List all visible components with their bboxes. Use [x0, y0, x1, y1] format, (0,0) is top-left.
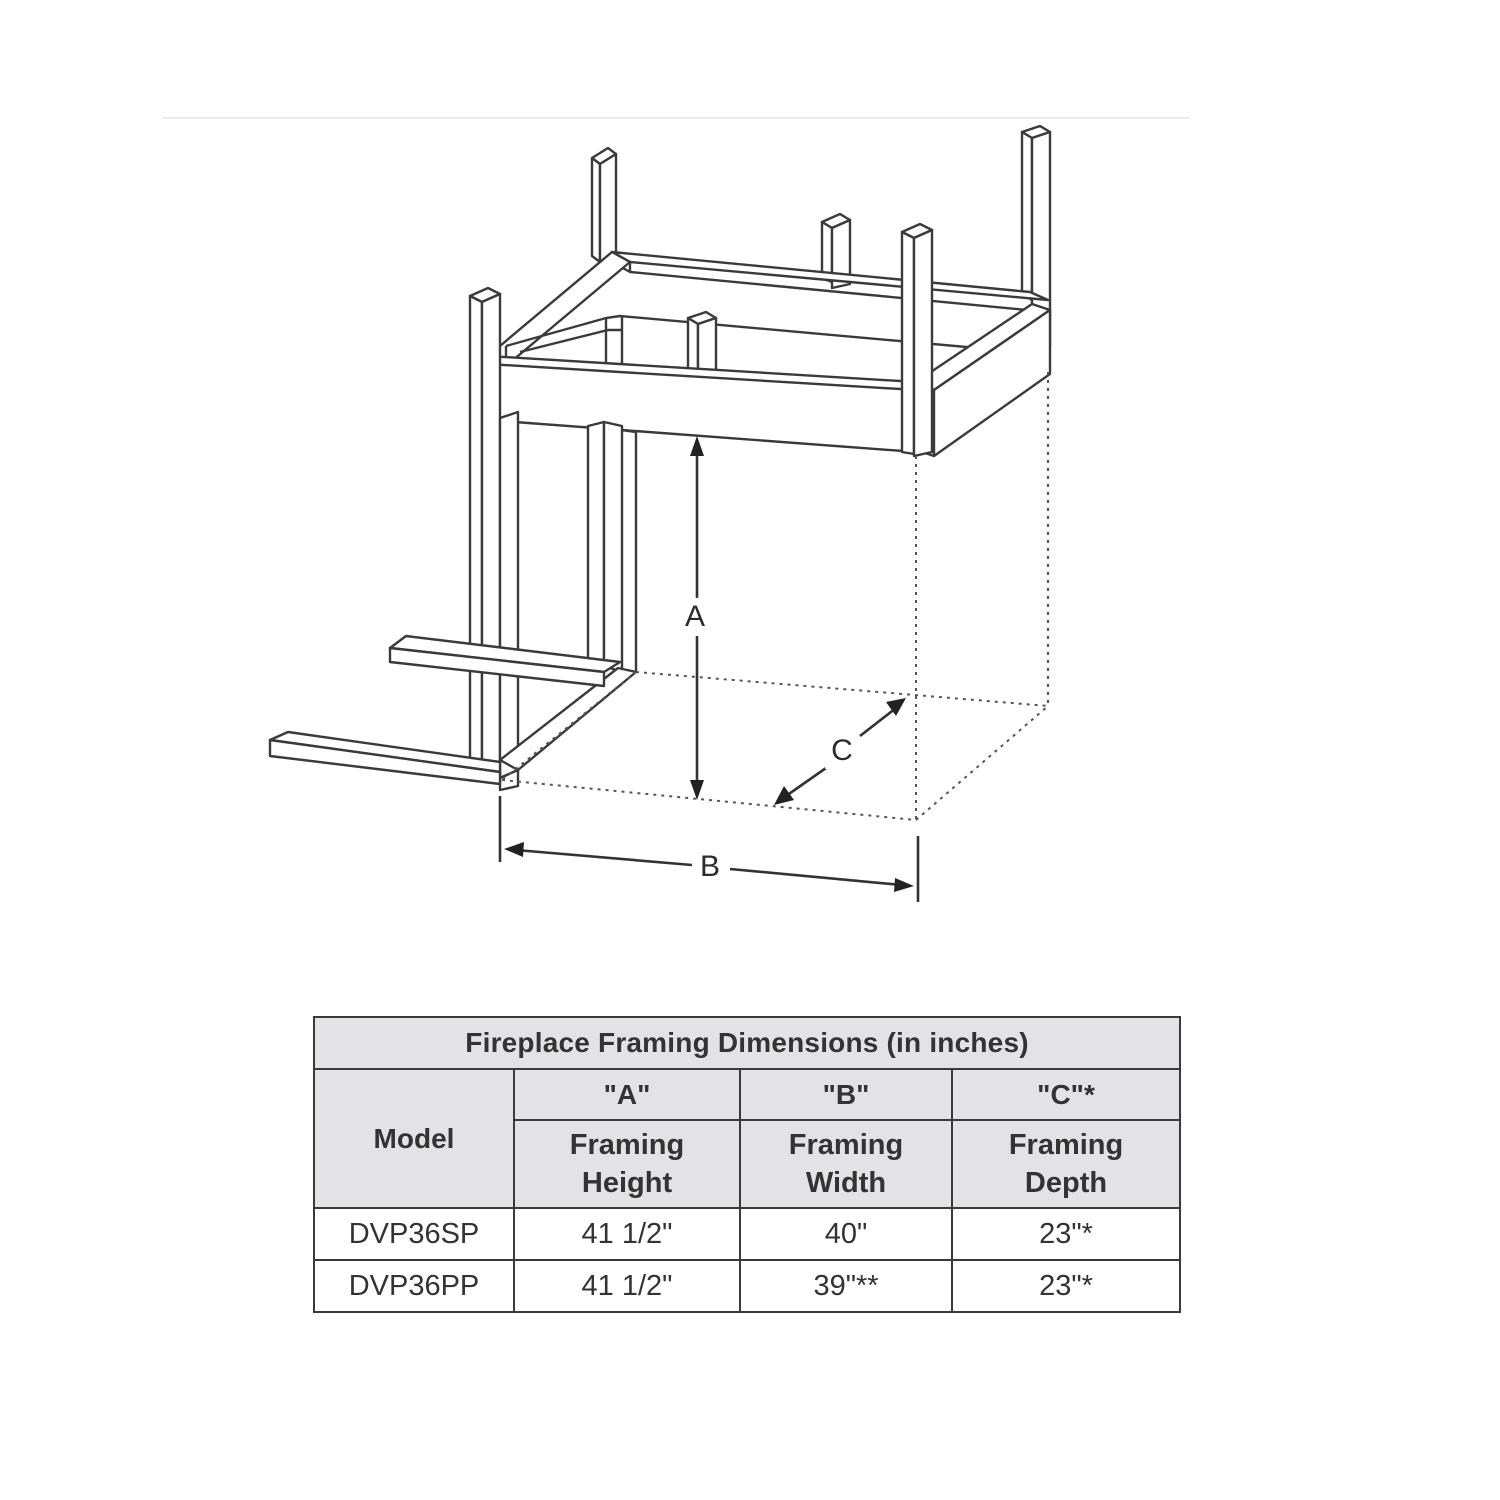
model-cell: DVP36PP — [314, 1260, 514, 1312]
header-front-rail — [488, 356, 916, 452]
header-right-rail — [916, 304, 1050, 456]
model-column-header: Model — [314, 1069, 514, 1208]
front-left-post — [470, 288, 500, 778]
header-left-rail — [488, 252, 630, 366]
column-header-line2: Depth — [1024, 1167, 1108, 1199]
column-header-framing-width — [740, 1120, 952, 1208]
column-header-line1: Framing — [569, 1129, 685, 1161]
table-row — [314, 1260, 1180, 1312]
dimension-b — [500, 796, 918, 902]
framing-height-cell: 41 1/2" — [514, 1208, 740, 1260]
column-header-line1: Framing — [1008, 1129, 1124, 1161]
dimension-c — [774, 698, 906, 805]
column-letter-c: "C"* — [952, 1069, 1180, 1120]
column-letter-a: "A" — [514, 1069, 740, 1120]
front-right-post — [902, 224, 932, 456]
table-row — [314, 1208, 1180, 1260]
dimension-a — [679, 436, 711, 800]
left-wall-bottom-plate — [500, 668, 636, 790]
framing-dimensions-table — [313, 1016, 1181, 1313]
dimension-label-a: A — [684, 599, 706, 633]
column-header-line1: Framing — [788, 1129, 904, 1161]
column-header-line2: Width — [805, 1167, 887, 1199]
table-title-row — [314, 1017, 1180, 1069]
dimension-label-c: C — [831, 733, 853, 767]
floor-joist-lower — [270, 732, 500, 784]
framing-width-cell: 39"** — [740, 1260, 952, 1312]
dimension-label-b: B — [699, 849, 721, 883]
column-letter-b: "B" — [740, 1069, 952, 1120]
back-left-post — [592, 148, 616, 262]
model-cell: DVP36SP — [314, 1208, 514, 1260]
table-title: Fireplace Framing Dimensions (in inches) — [314, 1017, 1180, 1069]
framing-depth-cell: 23"* — [952, 1260, 1180, 1312]
framing-depth-cell: 23"* — [952, 1208, 1180, 1260]
framing-height-cell: 41 1/2" — [514, 1260, 740, 1312]
table-letter-row — [314, 1069, 1180, 1120]
framing-width-cell: 40" — [740, 1208, 952, 1260]
column-header-framing-height — [514, 1120, 740, 1208]
column-header-line2: Height — [581, 1167, 673, 1199]
column-header-framing-depth — [952, 1120, 1180, 1208]
